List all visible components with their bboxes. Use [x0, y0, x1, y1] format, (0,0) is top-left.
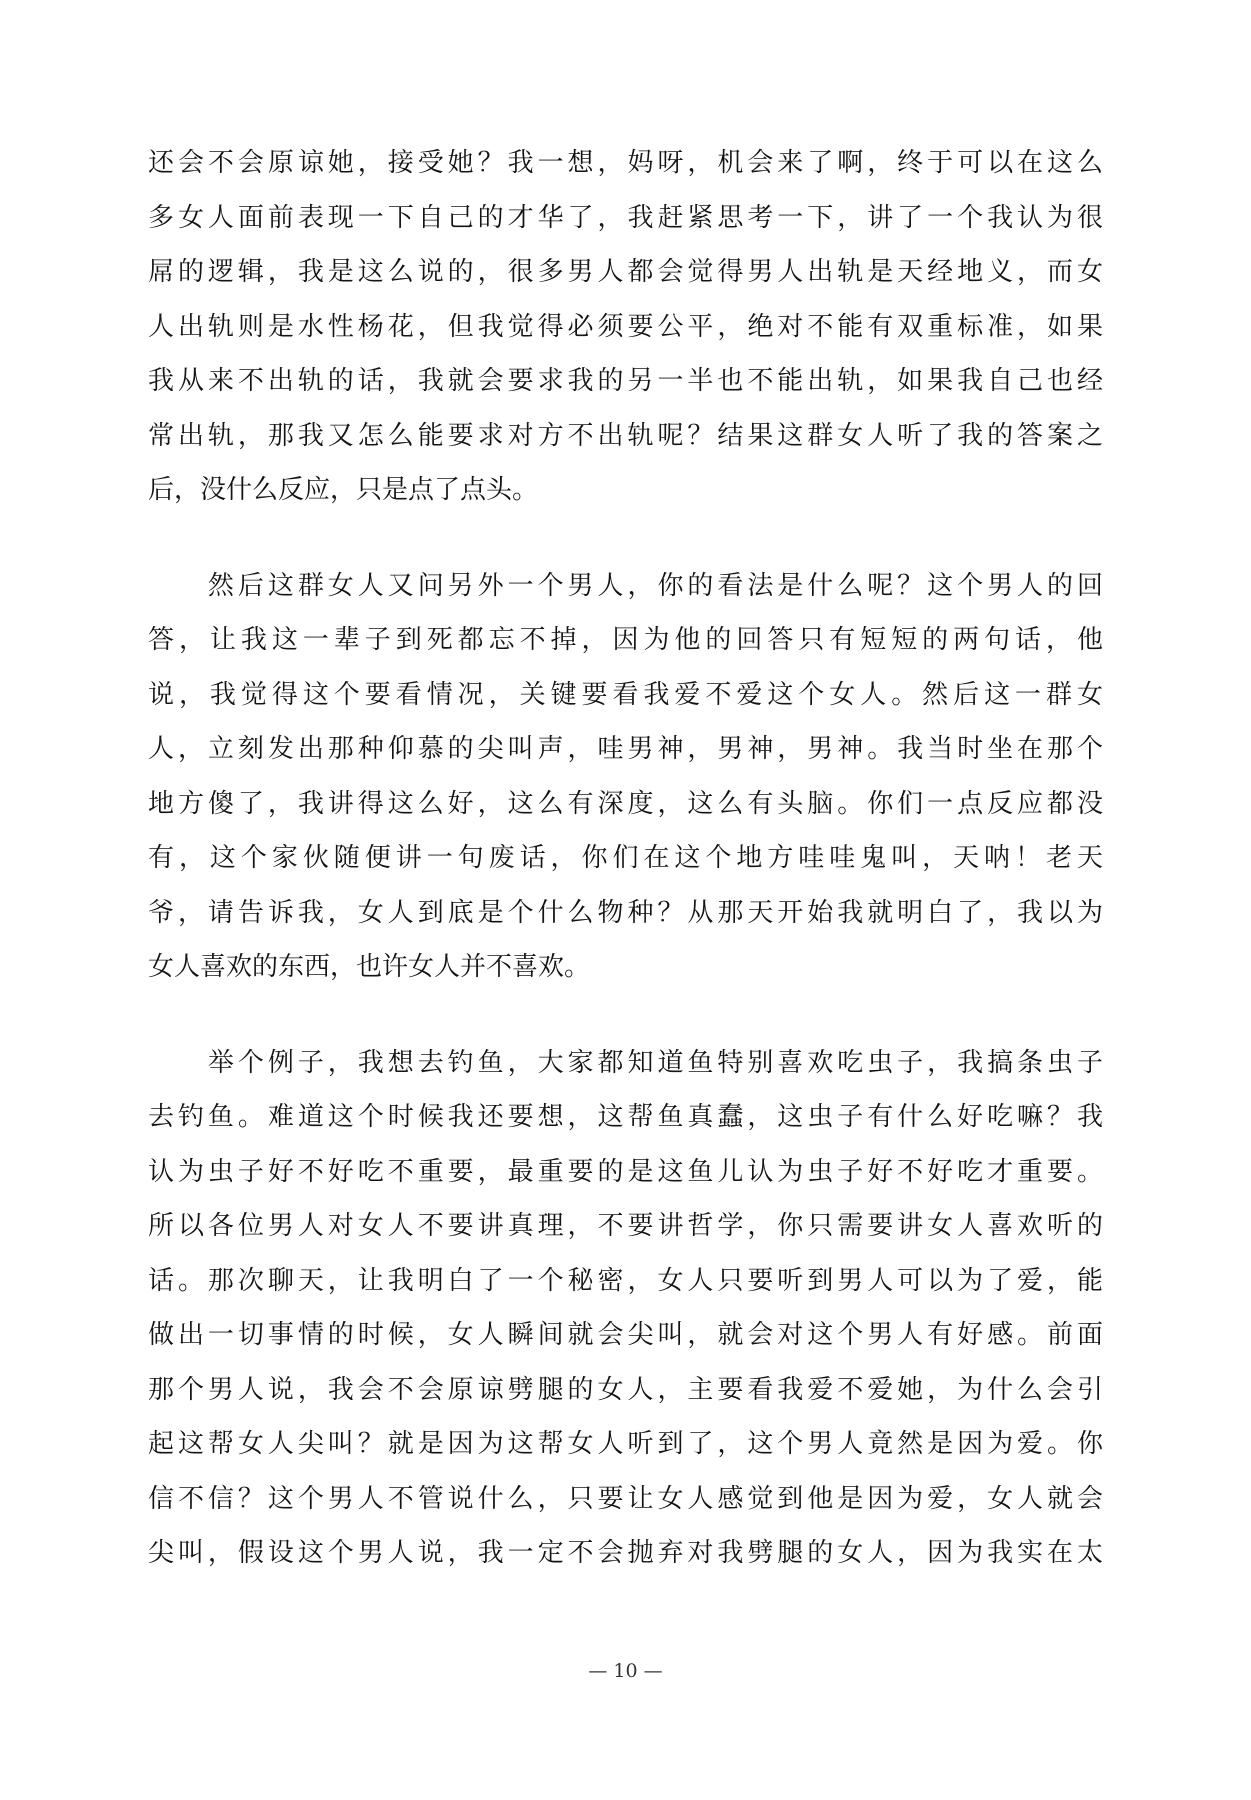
text-line: 爷，请告诉我，女人到底是个什么物种？从那天开始我就明白了，我以为: [148, 897, 1103, 928]
text-line: 举个例子，我想去钓鱼，大家都知道鱼特别喜欢吃虫子，我搞条虫子: [148, 1047, 1103, 1078]
text-line: 去钓鱼。难道这个时候我还要想，这帮鱼真蠢，这虫子有什么好吃嘛？我: [148, 1102, 1103, 1132]
text-line: 然后这群女人又问另外一个男人，你的看法是什么呢？这个男人的回: [148, 570, 1103, 601]
text-line: 常出轨，那我又怎么能要求对方不出轨呢？结果这群女人听了我的答案之: [148, 420, 1103, 451]
text-line: 所以各位男人对女人不要讲真理，不要讲哲学，你只需要讲女人喜欢听的: [148, 1211, 1103, 1241]
text-line: 人，立刻发出那种仰慕的尖叫声，哇男神，男神，男神。我当时坐在那个: [148, 734, 1103, 764]
text-line: 后，没什么反应，只是点了点头。: [148, 475, 539, 505]
text-line: 尖叫，假设这个男人说，我一定不会抛弃对我劈腿的女人，因为我实在太: [148, 1538, 1103, 1568]
text-line: 多女人面前表现一下自己的才华了，我赶紧思考一下，讲了一个我认为很: [148, 202, 1103, 233]
paragraph-2: [148, 559, 1103, 995]
text-line: 认为虫子好不好吃不重要，最重要的是这鱼儿认为虫子好不好吃才重要。: [148, 1156, 1103, 1187]
text-line: 还会不会原谅她，接受她？我一想，妈呀，机会来了啊，终于可以在这么: [148, 148, 1103, 178]
text-line: 那个男人说，我会不会原谅劈腿的女人，主要看我爱不爱她，为什么会引: [148, 1374, 1103, 1405]
paragraph-1: [148, 136, 1103, 518]
text-line: 人出轨则是水性杨花，但我觉得必须要公平，绝对不能有双重标准，如果: [148, 311, 1103, 342]
text-line: 屌的逻辑，我是这么说的，很多男人都会觉得男人出轨是天经地义，而女: [148, 257, 1103, 287]
text-line: 话。那次聊天，让我明白了一个秘密，女人只要听到男人可以为了爱，能: [148, 1265, 1103, 1296]
text-line: 女人喜欢的东西，也许女人并不喜欢。: [148, 952, 591, 982]
text-line: 答，让我这一辈子到死都忘不掉，因为他的回答只有短短的两句话，他: [148, 625, 1103, 655]
text-line: 有，这个家伙随便讲一句废话，你们在这个地方哇哇鬼叫，天呐！老天: [148, 843, 1103, 873]
text-line: 说，我觉得这个要看情况，关键要看我爱不爱这个女人。然后这一群女: [148, 679, 1103, 710]
text-line: 起这帮女人尖叫？就是因为这帮女人听到了，这个男人竟然是因为爱。你: [148, 1429, 1103, 1459]
body-text: [148, 136, 1103, 1581]
text-line: 做出一切事情的时候，女人瞬间就会尖叫，就会对这个男人有好感。前面: [148, 1320, 1103, 1350]
text-line: 地方傻了，我讲得这么好，这么有深度，这么有头脑。你们一点反应都没: [148, 788, 1103, 819]
text-line: 信不信？这个男人不管说什么，只要让女人感觉到他是因为爱，女人就会: [148, 1483, 1103, 1514]
text-line: 我从来不出轨的话，我就会要求我的另一半也不能出轨，如果我自己也经: [148, 366, 1103, 396]
paragraph-3: [148, 1036, 1103, 1581]
page-number: — 10 —: [588, 1660, 663, 1682]
